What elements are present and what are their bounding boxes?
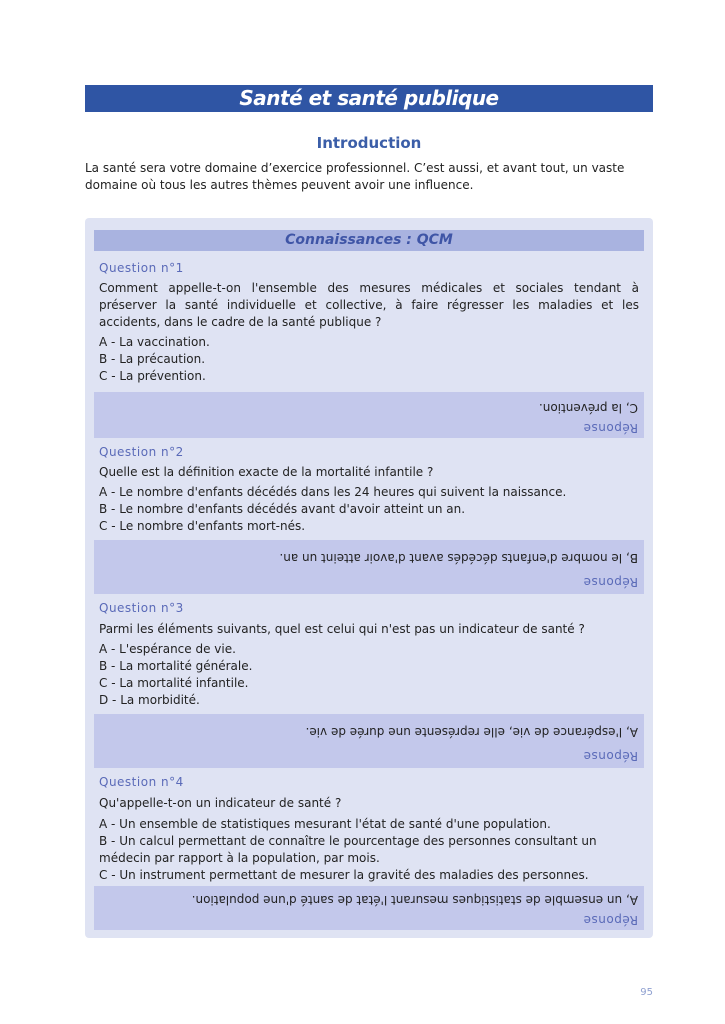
option: A - L'espérance de vie. bbox=[99, 642, 236, 656]
option: B - La précaution. bbox=[99, 352, 206, 366]
question-text: Qu'appelle-t-on un indicateur de santé ? bbox=[99, 796, 342, 810]
option: A - La vaccination. bbox=[99, 335, 210, 349]
question-options bbox=[99, 484, 644, 535]
question-text: Quelle est la définition exacte de la mortalité infantile ? bbox=[99, 465, 434, 479]
option: C - La mortalité infantile. bbox=[99, 676, 249, 690]
question-label: Question n°1 bbox=[99, 261, 184, 275]
option: C - Un instrument permettant de mesurer la gravité des maladies des personnes. bbox=[99, 868, 589, 882]
answer-label: Réponse bbox=[583, 749, 638, 763]
option: C - Le nombre d'enfants mort-nés. bbox=[99, 519, 306, 533]
answer-box bbox=[94, 392, 644, 438]
option: B - Le nombre d'enfants décédés avant d'avoir atteint un an. bbox=[99, 502, 466, 516]
question-options bbox=[99, 641, 644, 709]
answer-label: Réponse bbox=[583, 421, 638, 435]
page-title: Santé et santé publique bbox=[85, 85, 653, 112]
qcm-header: Connaissances : QCM bbox=[94, 230, 644, 251]
question-label: Question n°3 bbox=[99, 601, 184, 615]
answer-text: B, le nombre d'enfants décédés avant d'avoir atteint un an. bbox=[279, 551, 638, 565]
answer-box bbox=[94, 714, 644, 768]
question-text: Comment appelle-t-on l'ensemble des mesures médicales et sociales tendant à préserver la santé individuelle et collective, à faire régresser les maladies et les accidents, dans le cadre de la santé publique ? bbox=[99, 281, 639, 329]
answer-text: C, la prévention. bbox=[538, 401, 638, 415]
option: B - La mortalité générale. bbox=[99, 659, 253, 673]
option: D - La morbidité. bbox=[99, 693, 200, 707]
option: C - La prévention. bbox=[99, 369, 206, 383]
answer-box bbox=[94, 540, 644, 594]
option: A - Un ensemble de statistiques mesurant l'état de santé d'une population. bbox=[99, 817, 551, 831]
qcm-box bbox=[85, 218, 653, 938]
question-options bbox=[99, 334, 644, 385]
option: A - Le nombre d'enfants décédés dans les 24 heures qui suivent la naissance. bbox=[99, 485, 567, 499]
answer-label: Réponse bbox=[583, 575, 638, 589]
option: B - Un calcul permettant de connaître le pourcentage des personnes consultant un médecin par rapport à la population, par mois. bbox=[99, 834, 597, 865]
question-label: Question n°2 bbox=[99, 445, 184, 459]
question-text: Parmi les éléments suivants, quel est celui qui n'est pas un indicateur de santé ? bbox=[99, 622, 585, 636]
intro-text: La santé sera votre domaine d’exercice professionnel. C’est aussi, et avant tout, un vaste domaine où tous les autres thèmes peuvent avoir une influence. bbox=[85, 161, 625, 192]
answer-text: A, un ensemble de statistiques mesurant l'état de santé d'une population. bbox=[191, 893, 638, 907]
answer-text: A, l'espérance de vie, elle représente une durée de vie. bbox=[305, 725, 638, 739]
intro-heading: Introduction bbox=[316, 134, 422, 152]
question-label: Question n°4 bbox=[99, 775, 184, 789]
question-options bbox=[99, 816, 644, 884]
answer-label: Réponse bbox=[583, 913, 638, 927]
page-number: 95 bbox=[640, 987, 653, 998]
answer-box bbox=[94, 886, 644, 930]
